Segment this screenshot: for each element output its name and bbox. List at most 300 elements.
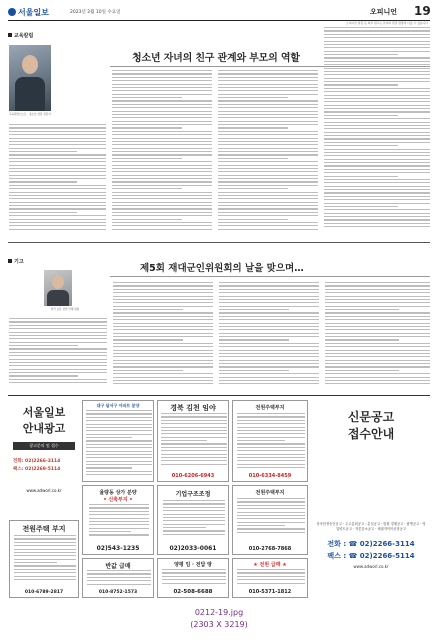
text-line — [218, 229, 318, 230]
column1-headline: 청소년 자녀의 친구 관계와 부모의 역할 — [132, 53, 300, 64]
text-line — [163, 524, 225, 525]
signup-phone: 전화 : ☎ 02)2266-3114 — [327, 540, 415, 549]
text-line — [237, 572, 305, 573]
text-line — [112, 215, 212, 216]
text-line — [113, 343, 213, 344]
text-line — [237, 413, 305, 414]
text-line — [237, 427, 305, 428]
text-line — [89, 528, 149, 529]
paper-name: 서울일보 — [18, 7, 49, 17]
jeonwon-house-ad — [232, 485, 308, 555]
text-line — [112, 171, 212, 172]
text-line — [237, 515, 305, 516]
text-line — [112, 192, 212, 193]
header-date: 2023년 2월 10일 수요일 — [70, 10, 121, 15]
text-line — [219, 339, 289, 340]
text-line — [112, 212, 212, 213]
text-line — [325, 285, 430, 286]
text-line — [113, 336, 213, 337]
text-line — [161, 437, 227, 438]
text-line — [163, 520, 225, 521]
text-line — [324, 71, 430, 72]
text-line — [9, 359, 107, 360]
text-line — [14, 542, 76, 543]
text-line — [219, 336, 319, 337]
text-line — [9, 127, 106, 128]
text-line — [219, 373, 319, 374]
text-line — [86, 467, 132, 468]
text-line — [14, 555, 76, 556]
text-line — [218, 100, 318, 101]
text-line — [237, 450, 305, 451]
text-line — [324, 169, 430, 170]
text-line — [325, 333, 430, 334]
text-line — [218, 151, 318, 152]
image-dimensions: (2303 X 3219) — [190, 620, 248, 629]
text-line — [14, 535, 76, 536]
text-line — [86, 410, 152, 411]
author-face — [22, 55, 38, 74]
text-line — [112, 114, 212, 115]
text-line — [218, 77, 318, 78]
text-line — [9, 352, 107, 353]
text-line — [237, 433, 305, 434]
text-line — [218, 154, 318, 155]
logo-icon — [8, 8, 16, 16]
text-line — [324, 44, 430, 45]
text-line — [324, 152, 430, 153]
text-line — [219, 329, 319, 330]
text-line — [324, 132, 430, 133]
text-line — [89, 521, 149, 522]
text-line — [325, 360, 430, 361]
text-line — [112, 131, 212, 132]
house-body — [237, 498, 305, 538]
text-line — [112, 141, 212, 142]
text-line — [113, 326, 213, 327]
text-line — [113, 373, 213, 374]
daegu-title: 대구 달서구 아파트 분양 — [96, 403, 140, 408]
text-line — [218, 90, 318, 91]
text-line — [87, 570, 151, 571]
text-line — [237, 522, 305, 523]
half-price-title: 반값 급매 — [105, 563, 131, 570]
text-line — [9, 168, 106, 169]
text-line — [86, 454, 152, 455]
column2-author-photo — [44, 270, 72, 306]
text-line — [86, 427, 152, 428]
text-line — [325, 366, 430, 367]
text-line — [324, 182, 430, 183]
text-line — [162, 576, 226, 577]
text-line — [113, 302, 213, 303]
text-line — [112, 148, 212, 149]
text-line — [219, 380, 319, 381]
text-line — [325, 336, 430, 337]
column2-body-b — [113, 282, 213, 388]
text-line — [112, 73, 212, 74]
text-line — [9, 148, 106, 149]
gym-land-ad — [232, 400, 308, 482]
text-line — [218, 188, 288, 189]
text-line — [112, 117, 212, 118]
text-line — [324, 196, 430, 197]
text-line — [325, 326, 430, 327]
text-line — [86, 474, 152, 475]
header-rule — [8, 20, 430, 21]
text-line — [162, 579, 226, 580]
text-line — [218, 185, 318, 186]
text-line — [219, 316, 319, 317]
text-line — [324, 37, 430, 38]
column2-tag-label: 기고 — [14, 259, 24, 265]
text-line — [324, 91, 430, 92]
text-line — [219, 333, 319, 334]
text-line — [9, 362, 107, 363]
text-line — [237, 467, 305, 468]
text-line — [237, 508, 305, 509]
text-line — [325, 363, 430, 364]
text-line — [237, 576, 305, 577]
text-line — [324, 54, 398, 55]
text-line — [218, 97, 288, 98]
text-line — [325, 292, 430, 293]
text-line — [219, 353, 319, 354]
yangpyeong-phone: 02-508-6688 — [173, 589, 213, 595]
text-line — [324, 179, 430, 180]
text-line — [9, 225, 106, 226]
text-line — [219, 370, 289, 371]
text-line — [324, 213, 430, 214]
text-line — [218, 107, 318, 108]
text-line — [325, 377, 430, 378]
text-line — [9, 328, 107, 329]
text-line — [324, 176, 398, 177]
jeonwon-title: 전원주택 부지 — [22, 525, 66, 533]
text-line — [237, 583, 305, 584]
text-line — [113, 339, 183, 340]
text-line — [14, 552, 76, 553]
seoul-fax: 팩스: 02)2269-5114 — [13, 467, 61, 472]
text-line — [112, 70, 212, 71]
text-line — [324, 142, 430, 143]
text-line — [86, 417, 152, 418]
text-line — [218, 131, 318, 132]
text-line — [9, 202, 106, 203]
land-title: 율량동 상가 분양 — [99, 490, 137, 496]
text-line — [161, 454, 227, 455]
text-line — [86, 464, 152, 465]
text-line — [113, 346, 213, 347]
text-line — [9, 325, 107, 326]
text-line — [161, 460, 227, 461]
text-line — [325, 319, 430, 320]
column1-tag — [8, 32, 33, 39]
text-line — [113, 289, 213, 290]
text-line — [237, 498, 305, 499]
text-line — [9, 372, 107, 373]
signup-desc: 상속한정승인공고 · 주주총회공고 · 분실공고 · 법원 경매공고 · 합병공고 · 영업양도공고 · 자본감소공고 · 채권자이의신청공고 — [316, 522, 426, 531]
column2-headline-rule — [110, 276, 430, 277]
text-line — [112, 90, 212, 91]
land-sub: • 신축부지 • — [103, 497, 133, 503]
column1-author-photo — [9, 45, 51, 111]
text-line — [161, 430, 227, 431]
text-line — [324, 159, 430, 160]
restructuring-body — [163, 500, 225, 540]
text-line — [113, 282, 213, 283]
text-line — [89, 514, 149, 515]
text-line — [324, 68, 430, 69]
text-line — [324, 206, 398, 207]
text-line — [162, 583, 226, 584]
text-line — [219, 346, 319, 347]
text-line — [9, 144, 106, 145]
text-line — [324, 172, 430, 173]
text-line — [219, 356, 319, 357]
seoul-phone: 전화: 02)2266-3114 — [13, 459, 61, 464]
text-line — [218, 202, 318, 203]
text-line — [218, 104, 318, 105]
text-line — [324, 27, 430, 28]
text-line — [113, 377, 213, 378]
text-line — [237, 416, 305, 417]
text-line — [113, 312, 213, 313]
text-line — [9, 379, 107, 380]
text-line — [324, 101, 430, 102]
text-line — [9, 345, 78, 346]
text-line — [9, 151, 77, 152]
text-line — [113, 363, 213, 364]
author-face — [52, 275, 64, 289]
text-line — [86, 447, 152, 448]
text-line — [112, 178, 212, 179]
text-line — [9, 138, 106, 139]
text-line — [163, 527, 206, 528]
text-line — [218, 148, 318, 149]
column1-body-d — [324, 27, 430, 234]
text-line — [218, 222, 318, 223]
gimcheon-phone: 010-6206-6943 — [171, 473, 215, 479]
square-bullet-icon — [8, 33, 12, 37]
text-line — [112, 84, 212, 85]
text-line — [9, 215, 106, 216]
text-line — [325, 329, 430, 330]
text-line — [324, 226, 430, 227]
land-phone: 02)543-1235 — [96, 545, 140, 552]
text-line — [218, 127, 288, 128]
text-line — [237, 447, 305, 448]
text-line — [324, 111, 430, 112]
text-line — [325, 296, 430, 297]
text-line — [161, 423, 227, 424]
text-line — [161, 447, 227, 448]
text-line — [9, 208, 106, 209]
land-body — [89, 504, 149, 540]
text-line — [14, 538, 76, 539]
text-line — [324, 223, 430, 224]
text-line — [9, 124, 106, 125]
section-title: 오피니언 — [370, 8, 398, 16]
text-line — [9, 332, 107, 333]
text-line — [9, 342, 107, 343]
text-line — [325, 370, 399, 371]
text-line — [324, 155, 430, 156]
text-line — [218, 70, 318, 71]
text-line — [219, 309, 289, 310]
text-line — [219, 319, 319, 320]
section-divider — [8, 242, 430, 243]
text-line — [218, 168, 318, 169]
jeonwon-urgent-body — [237, 569, 305, 587]
text-line — [218, 73, 318, 74]
text-line — [218, 161, 318, 162]
jeonwon-body — [14, 535, 76, 585]
text-line — [112, 168, 212, 169]
text-line — [325, 316, 430, 317]
text-line — [112, 161, 212, 162]
jeonwon-phone: 010-6789-2817 — [24, 590, 64, 595]
text-line — [163, 503, 225, 504]
text-line — [218, 192, 318, 193]
text-line — [89, 534, 149, 535]
text-line — [113, 383, 213, 384]
text-line — [112, 175, 212, 176]
text-line — [325, 306, 430, 307]
text-line — [325, 339, 399, 340]
text-line — [237, 420, 305, 421]
land-ad — [82, 485, 154, 555]
text-line — [325, 289, 430, 290]
text-line — [86, 420, 152, 421]
text-line — [324, 105, 430, 106]
text-line — [237, 423, 305, 424]
text-line — [324, 125, 430, 126]
restructuring-title: 기업구조조정 — [175, 491, 211, 498]
text-line — [324, 186, 430, 187]
text-line — [112, 208, 212, 209]
text-line — [14, 569, 76, 570]
text-line — [237, 518, 305, 519]
daegu-body — [86, 410, 152, 480]
text-line — [9, 348, 107, 349]
text-line — [14, 579, 76, 580]
text-line — [324, 128, 430, 129]
column1-body-b — [112, 70, 212, 234]
text-line — [219, 289, 319, 290]
text-line — [161, 420, 227, 421]
text-line — [113, 380, 213, 381]
text-line — [324, 84, 398, 85]
text-line — [163, 510, 225, 511]
column1-author-caption: 교육컬럼니스트 · 청소년 상담 전문가 — [9, 113, 51, 116]
text-line — [218, 121, 318, 122]
signup-url: www.adworl.co.kr — [353, 564, 389, 570]
text-line — [237, 569, 305, 570]
text-line — [113, 350, 213, 351]
text-line — [113, 360, 213, 361]
text-line — [324, 162, 430, 163]
text-line — [218, 141, 318, 142]
text-line — [324, 189, 430, 190]
column2-headline: 제5회 재대군인위원회의 날을 맞으며… — [140, 263, 304, 274]
text-line — [218, 219, 288, 220]
text-line — [113, 333, 213, 334]
text-line — [219, 323, 319, 324]
half-price-body — [87, 570, 151, 588]
text-line — [324, 81, 430, 82]
text-line — [86, 430, 152, 431]
column2-body-a — [9, 318, 107, 388]
text-line — [161, 427, 227, 428]
text-line — [9, 338, 107, 339]
text-line — [324, 138, 430, 139]
text-line — [9, 185, 106, 186]
image-filename: 0212-19.jpg — [194, 608, 244, 617]
text-line — [324, 108, 430, 109]
text-line — [113, 299, 213, 300]
text-line — [219, 377, 319, 378]
text-line — [9, 375, 78, 376]
text-line — [112, 188, 182, 189]
text-line — [9, 229, 106, 230]
text-line — [218, 111, 318, 112]
text-line — [14, 576, 76, 577]
text-line — [86, 434, 152, 435]
text-line — [163, 534, 225, 535]
text-line — [219, 282, 319, 283]
text-line — [9, 141, 106, 142]
text-line — [219, 360, 319, 361]
text-line — [161, 433, 227, 434]
column2-body-c — [219, 282, 319, 388]
text-line — [161, 464, 227, 465]
text-line — [113, 309, 183, 310]
text-line — [324, 95, 430, 96]
text-line — [112, 154, 212, 155]
restructuring-ad — [157, 485, 229, 555]
author-suit — [47, 290, 69, 306]
text-line — [9, 131, 106, 132]
text-line — [9, 178, 106, 179]
text-line — [161, 450, 227, 451]
text-line — [112, 144, 212, 145]
text-line — [113, 306, 213, 307]
text-line — [218, 171, 318, 172]
text-line — [14, 549, 76, 550]
text-line — [324, 199, 430, 200]
column2-tag — [8, 258, 24, 265]
text-line — [219, 306, 319, 307]
text-line — [218, 165, 318, 166]
text-line — [237, 430, 305, 431]
text-line — [219, 285, 319, 286]
yangpyeong-title: 양평 임 · 전답 땅 — [174, 562, 212, 568]
text-line — [237, 528, 305, 529]
text-line — [325, 299, 430, 300]
text-line — [112, 198, 212, 199]
text-line — [218, 144, 318, 145]
text-line — [112, 138, 212, 139]
text-line — [218, 175, 318, 176]
jeonwon-urgent-title: ★ 전원 급매 ★ — [253, 562, 287, 568]
text-line — [87, 584, 151, 585]
text-line — [89, 524, 149, 525]
text-line — [86, 437, 132, 438]
text-line — [324, 41, 430, 42]
text-line — [218, 208, 318, 209]
text-line — [325, 383, 430, 384]
